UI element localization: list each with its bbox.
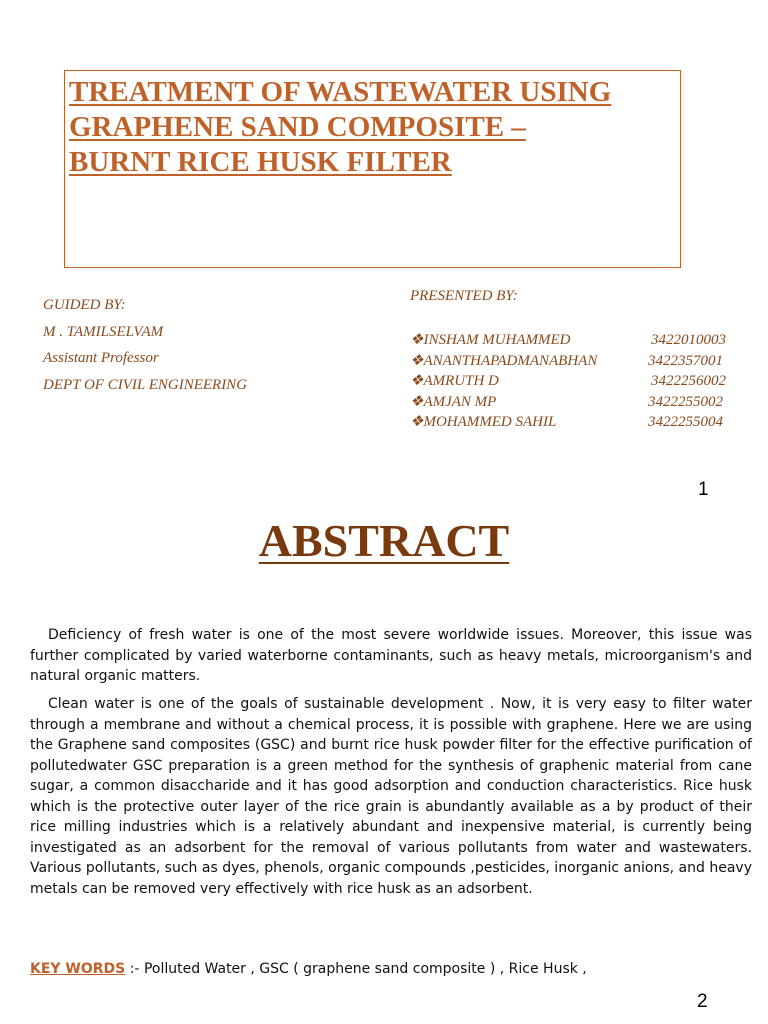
presenter-id: 3422357001 <box>648 352 723 369</box>
guide-designation: Assistant Professor <box>43 350 159 366</box>
presenter-item <box>410 371 740 392</box>
presenter-id: 3422256002 <box>651 373 726 389</box>
guided-by-label: GUIDED BY: <box>43 297 126 313</box>
diamond-bullet-icon: ❖ <box>410 414 424 430</box>
diamond-bullet-icon: ❖ <box>410 373 424 389</box>
document-title <box>69 75 677 180</box>
diamond-bullet-icon: ❖ <box>410 393 424 410</box>
presenter-item <box>410 412 740 433</box>
diamond-bullet-icon: ❖ <box>410 352 424 369</box>
guided-by-block <box>43 292 247 398</box>
title-line-2: GRAPHENE SAND COMPOSITE – <box>69 111 526 143</box>
presenter-name: INSHAM MUHAMMED <box>423 332 571 348</box>
keywords-line <box>30 959 587 979</box>
guide-name: M . TAMILSELVAM <box>43 323 164 340</box>
presenters-list <box>410 330 740 433</box>
guide-department: DEPT OF CIVIL ENGINEERING <box>43 376 248 393</box>
title-box <box>64 70 681 268</box>
abstract-paragraph-1: Deficiency of fresh water is one of the most severe worldwide issues. Moreover, this issue was further complicated by varied waterborne contaminants, such as heavy metals, microorganism's and natural organic matters. <box>30 627 752 684</box>
presenter-item <box>410 392 740 413</box>
keywords-label: KEY WORDS <box>30 961 126 977</box>
page-number-1: 1 <box>698 479 709 500</box>
diamond-bullet-icon: ❖ <box>410 332 424 348</box>
presenter-name: MOHAMMED SAHIL <box>423 414 557 430</box>
presenter-name: ANANTHAPADMANABHAN <box>423 352 598 369</box>
presenter-id: 3422255002 <box>648 393 723 410</box>
presenter-name: AMRUTH D <box>423 373 499 389</box>
presented-by-label: PRESENTED BY: <box>410 288 518 304</box>
title-line-1: TREATMENT OF WASTEWATER USING <box>69 76 612 108</box>
presenter-id: 3422255004 <box>648 414 723 430</box>
keywords-text: :- Polluted Water , GSC ( graphene sand composite ) , Rice Husk , <box>129 961 587 977</box>
presenter-item <box>410 351 740 372</box>
title-line-3: BURNT RICE HUSK FILTER <box>69 146 452 178</box>
page-number-2: 2 <box>697 991 708 1012</box>
presenter-id: 3422010003 <box>651 332 726 348</box>
abstract-paragraph-2: Clean water is one of the goals of sustainable development . Now, it is very easy to filter water through a membrane and without a chemical process, it is possible with graphene. Here we are using the Graphene sand composites (GSC) and burnt rice husk powder filter for the effective purification of pollutedwater GSC preparation is a green method for the synthesis of graphenic material from cane sugar, a common disaccharide and it has good adsorption and conduction characteristics. Rice husk which is the protective outer layer of the rice grain is abundantly available as a by product of their rice milling industries which is a relatively abundant and inexpensive material, is currently being investigated as an adsorbent for the removal of various pollutants from water and wastewaters. Various pollutants, such as dyes, phenols, organic compounds ,pesticides, inorganic anions, and heavy metals can be removed very effectively with rice husk as an adsorbent. <box>30 696 752 897</box>
presenter-name: AMJAN MP <box>423 393 497 410</box>
abstract-heading: ABSTRACT <box>258 515 510 566</box>
presenter-item <box>410 330 740 351</box>
